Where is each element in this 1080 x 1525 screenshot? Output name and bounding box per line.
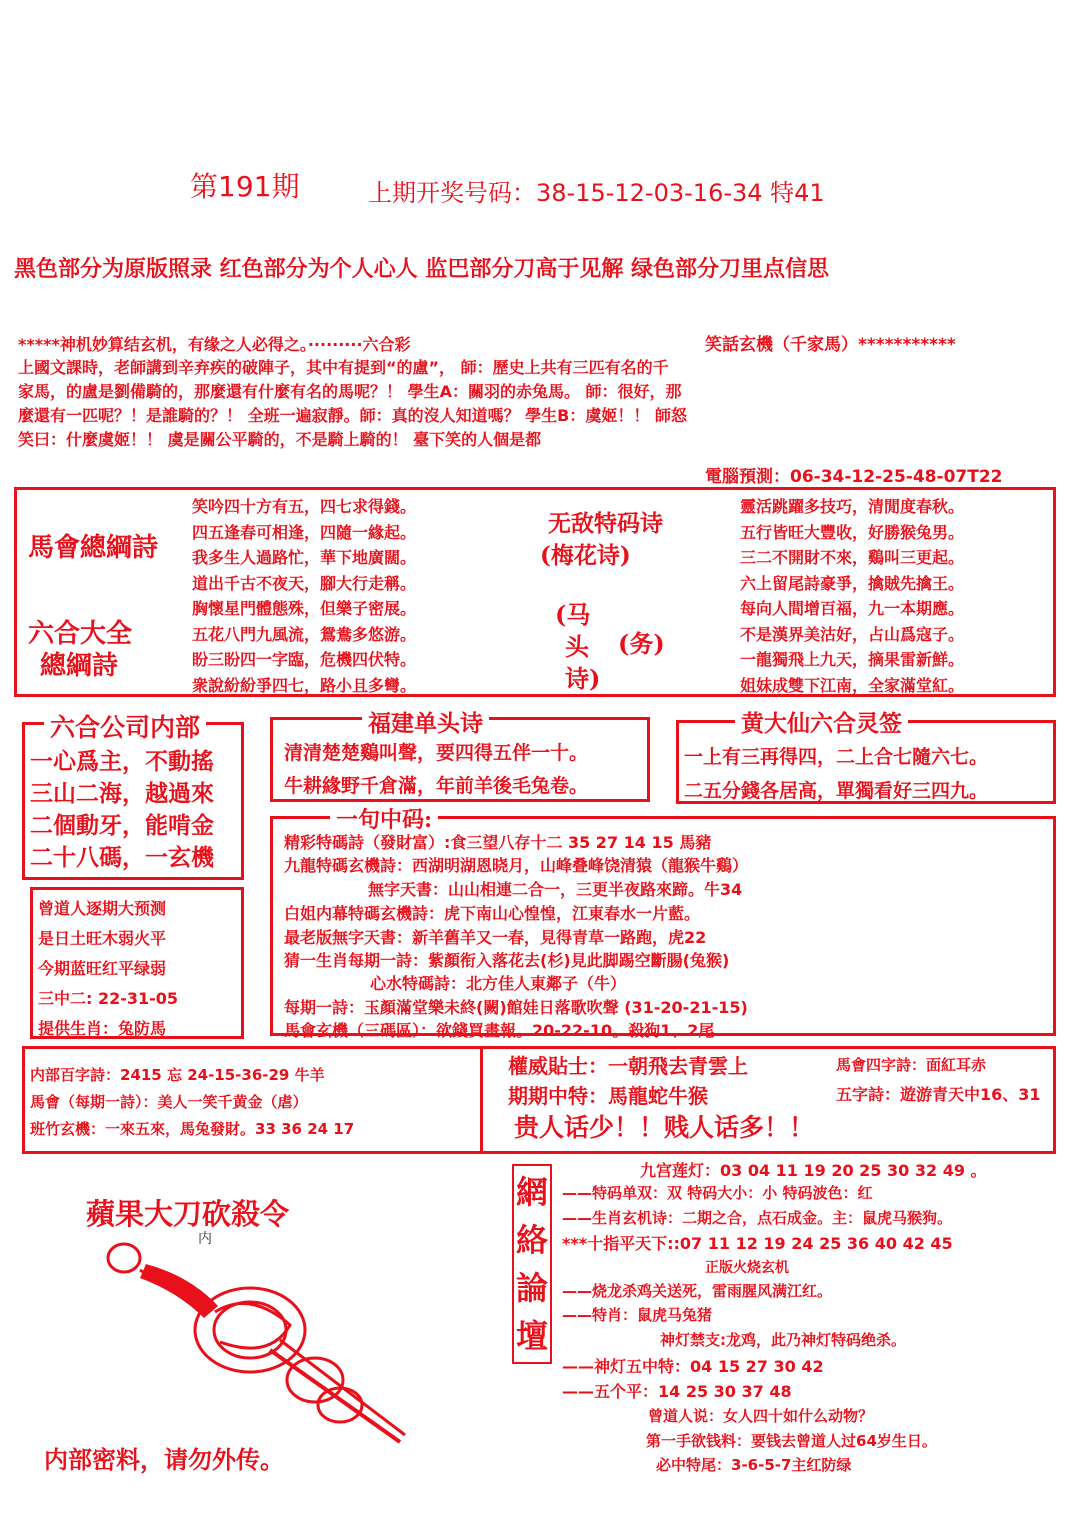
zeng-line: 今期蓝旺红平绿弱 [38,959,167,978]
forum-vertical-title [516,1168,548,1360]
poem-title-1: 馬會總綱詩 [28,533,159,563]
sword-pommel-ring [108,1244,140,1272]
company-lines [30,746,214,874]
forum-line-13: 必中特尾：3-6-5-7主红防绿 [656,1456,852,1474]
forum-line-10: ——五个平：14 25 30 37 48 [562,1382,792,1401]
forum-char: 壇 [516,1317,549,1355]
forum-line-3: ——生肖玄机诗：二期之合，点石成金。主：鼠虎马猴狗。 [562,1209,953,1227]
poem-title-2b: 總綱詩 [40,651,119,681]
forum-line-4: ***十指平天下::07 11 12 19 24 25 36 40 42 45 [562,1234,953,1253]
huang-line: 二五分錢各居高，單獨看好三四九。 [684,780,989,802]
yiju-line-7: 心水特碼詩：北方佳人東鄰子（牛） [370,974,627,993]
joke-line: 家馬，的盧是劉備騎的，那麼還有什麼有名的馬呢？！ 學生A：關羽的赤兔馬。 師：很好，那 [18,382,682,401]
bottom-left-lines [30,1062,354,1143]
yiju-line-1: 精彩特碼詩（發財富）:食三望八存十二 35 27 14 15 馬豬 [284,833,712,852]
poem-line: 姐妹成雙下江南，全家滿堂紅。 [740,675,965,695]
company-line: 二個動牙，能啃金 [30,812,214,839]
huang-line: 一上有三再得四，二上合七隨六七。 [684,746,989,768]
poem-left-lines [192,494,416,698]
forum-line-2: ——特码单双：双 特码大小：小 特码波色：红 [562,1184,873,1202]
apple-sub: 内 [198,1231,212,1247]
company-line: 三山二海，越過來 [30,780,214,807]
last-draw-numbers: 上期开奖号码：38-15-12-03-16-34 特41 [368,179,825,207]
issue-number: 第191期 [190,170,300,203]
forum-line-9: ——神灯五中特：04 15 27 30 42 [562,1357,824,1376]
poem-line: 盼三盼四一字臨，危機四伏特。 [192,650,417,669]
poem-right-lines [740,494,964,698]
zeng-line: 三中二: 22-31-05 [38,989,179,1008]
forum-line-11: 曾道人说：女人四十如什么动物？ [648,1407,874,1425]
zeng-line: 提供生肖：兔防馬 [38,1019,167,1038]
mid-vertical-2: 头 [565,632,589,661]
joke-line: 麼還有一匹呢？！是誰騎的？！ 全班一遍寂靜。師：真的沒人知道嗎？ 學生B：虞姬！！ 師怒 [18,406,687,425]
joke-line: 上國文課時，老師講到辛弃疾的破陣子，其中有提到“的盧”， 師：歷史上共有三匹有名的千 [18,358,669,377]
notice-left: *****神机妙算结玄机，有缘之人必得之。·········六合彩 [18,335,411,354]
forum-line-8: 神灯禁支:龙鸡，此乃神灯特码绝杀。 [660,1331,907,1349]
huang-title: 黄大仙六合灵签 [735,705,908,738]
bottom-divider [480,1046,483,1154]
bottom-left-line: 馬會（每期一詩）：美人一笑千黄金（虐） [30,1093,308,1111]
mid-title-1: 无敌特码诗 [548,510,663,537]
forum-char: 網 [516,1173,549,1211]
company-line: 二十八碼，一玄機 [30,844,214,871]
poem-line: 胸懷星門體態殊，但樂子密展。 [192,599,417,618]
apple-footer: 内部密料，请勿外传。 [44,1445,284,1474]
poem-line: 每向人間增百福，九一本期應。 [740,599,965,618]
forum-line-6: ——烧龙杀鸡关送死，雷雨腥风满江红。 [562,1282,833,1300]
poem-line: 五行皆旺大豐收，好勝猴兔男。 [740,522,965,542]
yiju-line-6: 猜一生肖每期一詩：紫顏衔入落花去(杉)見此脚踢空斷腸(兔猴) [284,951,730,970]
poem-line: 衆說紛紛爭四七，路小且多彎。 [192,675,417,695]
slogan: 贵人话少！！贱人话多！！ [514,1113,815,1142]
yiju-line-5: 最老版無字天書：新羊舊羊又一春，見得青草一路跑，虎22 [284,928,707,947]
poem-line: 四五逢春可相逢，四隨一緣起。 [192,522,417,542]
yiju-line-3: 無字天書：山山相連二合一，三更半夜路來蹄。牛34 [368,880,743,899]
company-line: 一心爲主，不動搖 [30,748,214,775]
sword-handle-fill [140,1264,218,1318]
color-legend: 黑色部分为原版照录 红色部分为个人心人 监巴部分刀高于见解 绿色部分刀里点信思 [14,257,829,282]
poem-line: 三二不開財不來，鷄叫三更起。 [740,548,965,567]
poem-line: 靈活跳躍多技巧，清閒度春秋。 [740,497,965,516]
bottom-right-line-2: 期期中特：馬龍蛇牛猴 [508,1084,708,1108]
apple-title: 蘋果大刀砍殺令 [86,1197,290,1231]
joke-text [18,356,687,449]
forum-char: 論 [516,1269,549,1307]
huang-lines [684,740,988,808]
bottom-left-line: 班竹玄機：一來五來，馬兔發財。33 36 24 17 [30,1120,355,1138]
yiju-line-8: 每期一詩：玉顏滿堂樂未終(闕)館娃日落歌吹聲 (31-20-21-15) [284,998,748,1017]
fujian-line: 牛耕緣野千倉滿，年前羊後毛兔卷。 [284,775,589,797]
poem-line: 我多生人過路忙，華下地廣闊。 [192,548,417,567]
sword-illustration [100,1230,420,1450]
forum-line-5: 正版火烧玄机 [705,1260,789,1276]
poem-line: 道出千古不夜天，腳大行走稱。 [192,573,417,593]
forum-line-12: 第一手欲钱料：要钱去曾道人过64岁生日。 [646,1432,937,1450]
mid-title-2: (梅花诗) [540,542,631,569]
poem-line: 不是漢界美沽好，占山爲寇子。 [740,624,965,644]
poem-title-2a: 六合大全 [28,619,133,649]
bottom-left-line: 内部百字詩：2415 忘 24-15-36-29 牛羊 [30,1066,325,1084]
bottom-right-line-1r: 馬會四字詩：面紅耳赤 [836,1056,987,1074]
fujian-lines [284,737,588,803]
fujian-line: 清清楚楚鷄叫聲，要四得五伴一十。 [284,742,589,764]
company-title: 六合公司内部 [44,708,206,744]
forum-char: 絡 [516,1221,549,1259]
zeng-line: 是日土旺木弱火平 [38,929,167,948]
poem-line: 六上留尾詩豪爭，擒賊先擒王。 [740,573,965,593]
mid-vertical-3: 诗) [565,664,601,693]
bottom-right-line-2r: 五字詩：遊游青天中16、31 [836,1085,1041,1104]
fujian-title: 福建单头诗 [362,705,489,738]
forum-line-1: 九宫莲灯：03 04 11 19 20 25 30 32 49 。 [640,1161,987,1180]
zeng-lines [38,894,178,1044]
computer-prediction: 電腦預測：06-34-12-25-48-07T22 [705,467,1003,487]
yiju-line-4: 白姐内幕特碼玄機詩：虎下南山心惶惶，江東春水一片藍。 [284,904,701,923]
yiju-title: 一句中码: [330,803,438,834]
mid-vertical-1: (马 [555,600,591,629]
bottom-right-line-1: 權威貼士：一朝飛去青雲上 [508,1054,748,1078]
forum-line-7: ——特肖：鼠虎马兔猪 [562,1306,713,1324]
mid-side: (务) [618,629,665,658]
zeng-title: 曾道人逐期大预测 [38,899,167,918]
poem-line: 五花八門九風流，鴛鴦多悠游。 [192,624,417,644]
joke-line: 笑曰：什麼虞姬！！ 虞是關公平騎的，不是騎上騎的！ 臺下笑的人個是都 [18,430,542,449]
joke-title: 笑話玄機（千家馬）*********** [705,335,956,355]
yiju-line-2: 九龍特碼玄機詩：西湖明湖恩晓月，山峰叠峰饶清猿（龍猴牛鷄） [284,856,749,875]
poem-line: 一龍獨飛上九天，摘果雷新鮮。 [740,650,965,669]
yiju-line-9: 馬會玄機（三碼區）：欲錢買畫報。20-22-10。殺狗1、2尾 [284,1021,715,1040]
poem-line: 笑吟四十方有五，四七求得錢。 [192,497,417,516]
sword-swirl-3 [318,1388,362,1422]
